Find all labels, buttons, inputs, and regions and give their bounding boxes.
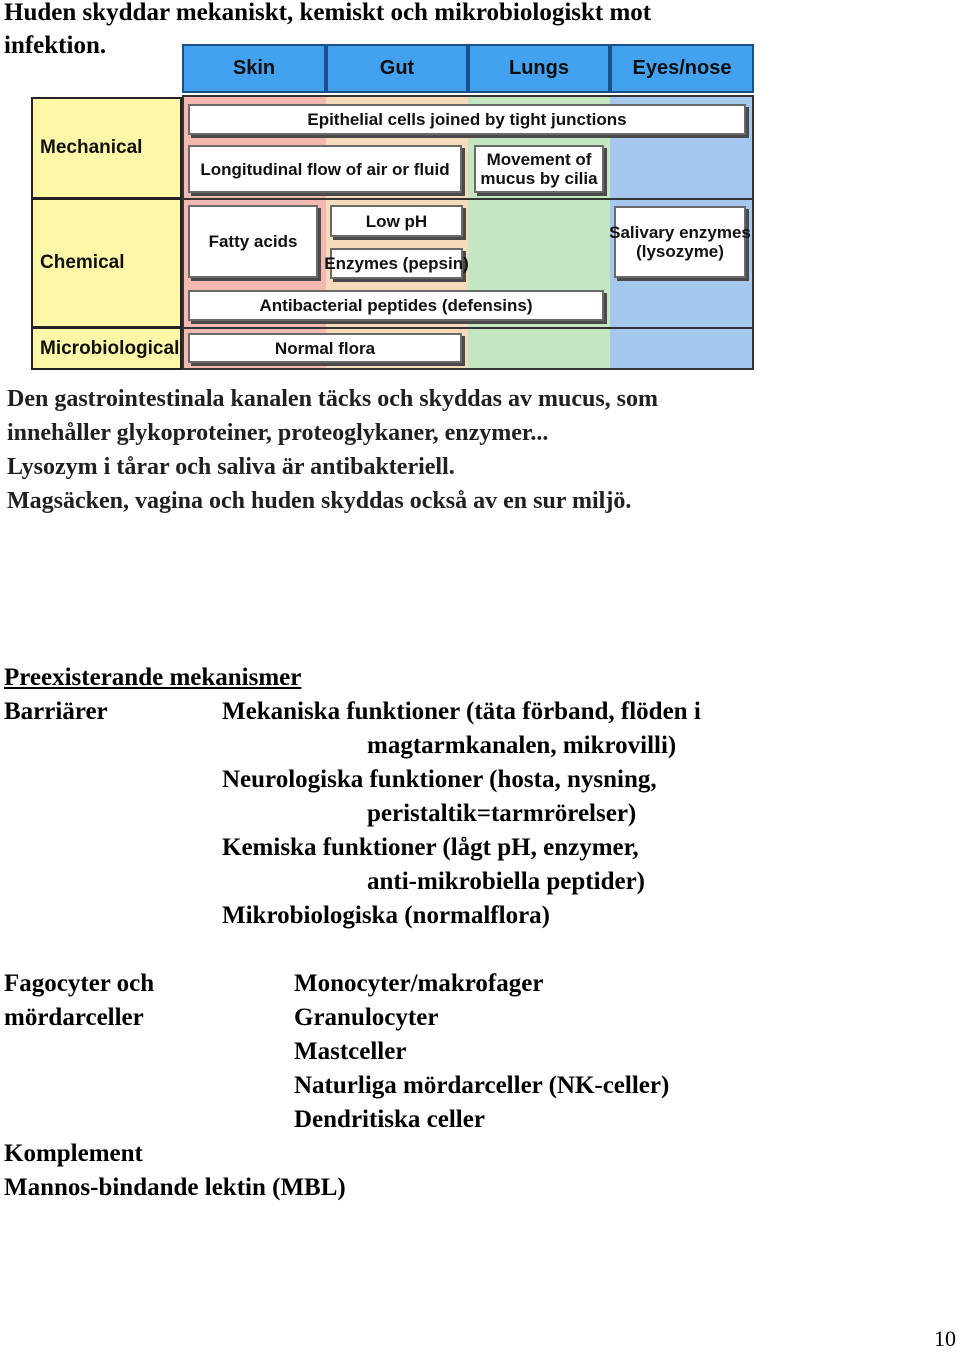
box-antibacterial-peptides [188,290,604,321]
box-label: Enzymes (pepsin) [324,254,469,273]
barrier-item: Mikrobiologiska (normalflora) [222,902,551,929]
heading-line-2: infektion. [4,32,107,59]
row-label-text: Chemical [40,252,125,273]
box-fatty-acids [188,205,318,278]
barrier-item: Kemiska funktioner (lågt pH, enzymer, [222,834,639,861]
barrier-item: Neurologiska funktioner (hosta, nysning, [222,766,657,793]
row-label-mechanical [31,97,182,199]
box-label: (lysozyme) [636,242,724,261]
box-enzymes-pepsin [324,248,469,279]
box-label: mucus by cilia [480,169,598,188]
column-header-lungs [468,44,610,93]
box-mucus-cilia [474,145,604,193]
page-number: 10 [934,1326,956,1351]
phagocyte-item: Granulocyter [294,1004,439,1031]
box-label: Antibacterial peptides (defensins) [259,296,533,315]
row-label-microbiological [31,327,182,370]
box-longitudinal-flow [188,145,462,193]
box-label: Fatty acids [208,232,298,251]
row-label-text: Microbiological [40,337,180,359]
phagocytes-label: Fagocyter och [4,970,155,997]
column-header-skin [182,44,326,93]
column-header-label: Lungs [509,57,569,79]
barriers-label: Barriärer [4,698,108,725]
box-label: Epithelial cells joined by tight junctions [307,110,627,129]
complement-item: Komplement [4,1140,143,1167]
column-header-label: Eyes/nose [632,57,732,79]
column-header-label: Skin [232,57,276,79]
phagocyte-item: Dendritiska celler [294,1106,485,1133]
row-divider [182,327,754,329]
paragraph-line-4: Magsäcken, vagina och huden skyddas också av en sur miljö. [7,488,632,514]
phagocyte-item: Naturliga mördarceller (NK-celler) [294,1072,670,1099]
box-label: Normal flora [274,338,376,358]
phagocyte-item: Monocyter/makrofager [294,970,544,997]
barrier-item-continuation: anti-mikrobiella peptider) [367,868,646,895]
box-label: Movement of [486,150,592,169]
mbl-item: Mannos-bindande lektin (MBL) [4,1174,346,1201]
row-label-text: Mechanical [40,137,143,158]
box-label: Longitudinal flow of air or fluid [200,159,450,179]
phagocyte-item: Mastceller [294,1038,407,1065]
mechanisms-title: Preexisterande mekanismer [4,664,302,691]
paragraph-line-3: Lysozym i tårar och saliva är antibakteriell. [7,454,455,480]
barrier-item: Mekaniska funktioner (täta förband, flöden i [222,698,701,725]
row-divider [182,198,754,200]
phagocytes-label: mördarceller [4,1004,144,1031]
column-header-gut [326,44,468,93]
paragraph-line-1: Den gastrointestinala kanalen täcks och skyddas av mucus, som [7,386,658,412]
paragraph-line-2: innehåller glykoproteiner, proteoglykaner, enzymer... [7,420,549,446]
box-label: Salivary enzymes [609,223,751,242]
heading-line-1: Huden skyddar mekaniskt, kemiskt och mikrobiologiskt mot [4,0,652,26]
row-label-chemical [31,198,182,328]
box-epithelial-tight-junctions [188,104,746,135]
barrier-item-continuation: peristaltik=tarmrörelser) [367,800,637,827]
barrier-item-continuation: magtarmkanalen, mikrovilli) [367,732,677,759]
barrier-diagram [0,0,960,380]
column-header-eyes-nose [610,44,754,93]
box-normal-flora [188,333,462,363]
box-salivary-enzymes [609,206,751,278]
box-low-ph [330,205,463,237]
column-header-label: Gut [379,57,415,79]
box-label: Low pH [365,211,428,231]
